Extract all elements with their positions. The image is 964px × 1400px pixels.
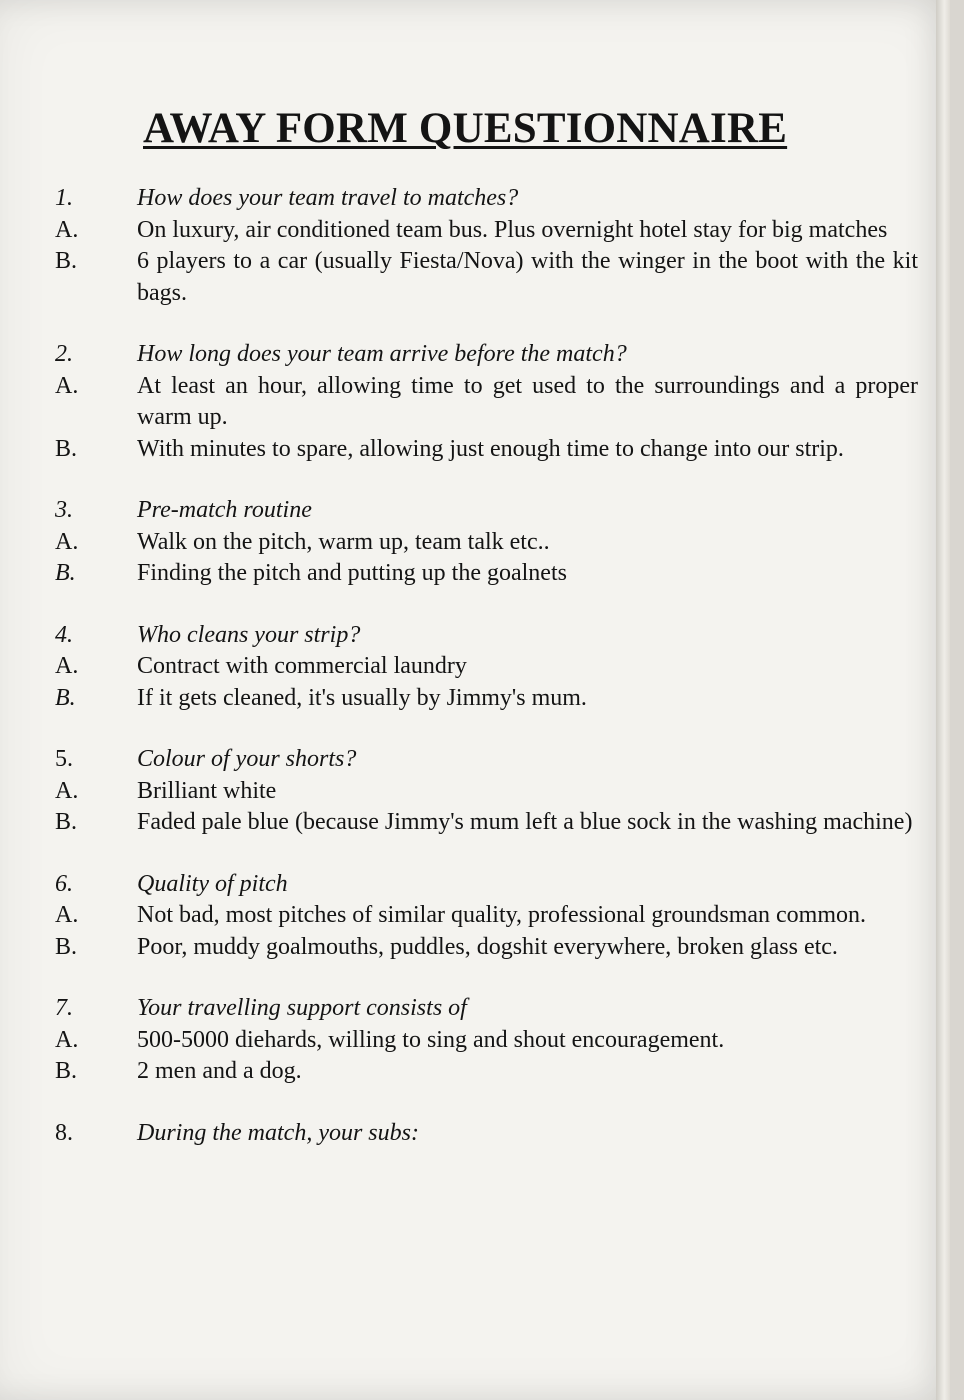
question-block: [55, 495, 918, 590]
answer-text: Brilliant white: [137, 777, 277, 804]
question-block: [55, 744, 918, 839]
answer-letter: B.: [55, 560, 76, 586]
question-row: [55, 183, 918, 215]
answer-letter: B.: [55, 248, 78, 274]
answer-row: [55, 1025, 918, 1057]
question-text: During the match, your subs:: [137, 1119, 419, 1146]
answer-text: Poor, muddy goalmouths, puddles, dogshit everywhere, broken glass etc.: [137, 933, 838, 960]
answer-letter: A.: [55, 1026, 79, 1053]
answer-row: [55, 651, 918, 683]
answer-text: 6 players to a car (usually Fiesta/Nova) with the winger in the boot with the kit bags.: [137, 248, 918, 306]
answer-letter: A.: [55, 372, 79, 399]
answer-letter: A.: [55, 653, 79, 679]
answer-row: [55, 371, 918, 434]
answer-row: [55, 434, 918, 466]
answer-text: Faded pale blue (because Jimmy's mum left a blue sock in the washing machine): [137, 809, 913, 835]
answer-row: [55, 527, 918, 559]
question-number: 3.: [55, 497, 73, 523]
question-list: [55, 183, 918, 1179]
answer-row: [55, 932, 918, 964]
answer-text: Walk on the pitch, warm up, team talk etc..: [137, 528, 550, 555]
question-text: How long does your team arrive before the match?: [137, 341, 627, 367]
question-row: [55, 744, 918, 776]
answer-text: 2 men and a dog.: [137, 1058, 302, 1084]
page-spine-shadow: [936, 0, 950, 1400]
question-number: 2.: [55, 341, 73, 367]
answer-letter: B.: [55, 435, 78, 462]
question-row: [55, 339, 918, 371]
answer-letter: A.: [55, 777, 79, 804]
question-block: [55, 620, 918, 715]
question-row: [55, 1118, 918, 1150]
answer-row: [55, 776, 918, 808]
answer-text: Contract with commercial laundry: [137, 653, 467, 679]
question-number: 4.: [55, 621, 73, 648]
answer-letter: A.: [55, 216, 79, 243]
question-number: 8.: [55, 1119, 73, 1146]
answer-text: On luxury, air conditioned team bus. Plus overnight hotel stay for big matches: [137, 216, 888, 243]
question-block: [55, 869, 918, 964]
question-number: 6.: [55, 870, 73, 897]
question-row: [55, 993, 918, 1025]
question-number: 5.: [55, 746, 73, 772]
question-text: Pre-match routine: [137, 497, 312, 523]
answer-letter: B.: [55, 1058, 78, 1084]
question-row: [55, 869, 918, 901]
answer-letter: B.: [55, 933, 78, 960]
question-text: Your travelling support consists of: [137, 995, 467, 1021]
question-block: [55, 183, 918, 309]
question-text: Who cleans your strip?: [137, 621, 361, 648]
question-number: 1.: [55, 185, 73, 211]
answer-text: Finding the pitch and putting up the goalnets: [137, 560, 567, 586]
answer-text: 500-5000 diehards, willing to sing and shout encouragement.: [137, 1026, 725, 1053]
question-text: How does your team travel to matches?: [137, 185, 519, 211]
answer-text: With minutes to spare, allowing just enough time to change into our strip.: [137, 435, 844, 462]
question-text: Quality of pitch: [137, 870, 288, 897]
answer-letter: A.: [55, 528, 79, 555]
answer-row: [55, 900, 918, 932]
answer-row: [55, 1056, 918, 1088]
page-title: AWAY FORM QUESTIONNAIRE: [143, 105, 788, 152]
answer-text: Not bad, most pitches of similar quality, professional groundsman common.: [137, 902, 866, 928]
question-number: 7.: [55, 995, 73, 1021]
question-block: [55, 339, 918, 465]
answer-letter: A.: [55, 902, 79, 928]
question-block: [55, 993, 918, 1088]
answer-row: [55, 558, 918, 590]
answer-row: [55, 246, 918, 309]
answer-text: At least an hour, allowing time to get used to the surroundings and a proper warm up.: [137, 372, 918, 430]
answer-row: [55, 215, 918, 247]
question-block: [55, 1118, 918, 1150]
question-row: [55, 620, 918, 652]
question-text: Colour of your shorts?: [137, 746, 357, 772]
answer-text: If it gets cleaned, it's usually by Jimmy's mum.: [137, 684, 587, 711]
answer-letter: B.: [55, 809, 78, 835]
answer-letter: B.: [55, 684, 76, 711]
answer-row: [55, 807, 918, 839]
question-row: [55, 495, 918, 527]
answer-row: [55, 683, 918, 715]
